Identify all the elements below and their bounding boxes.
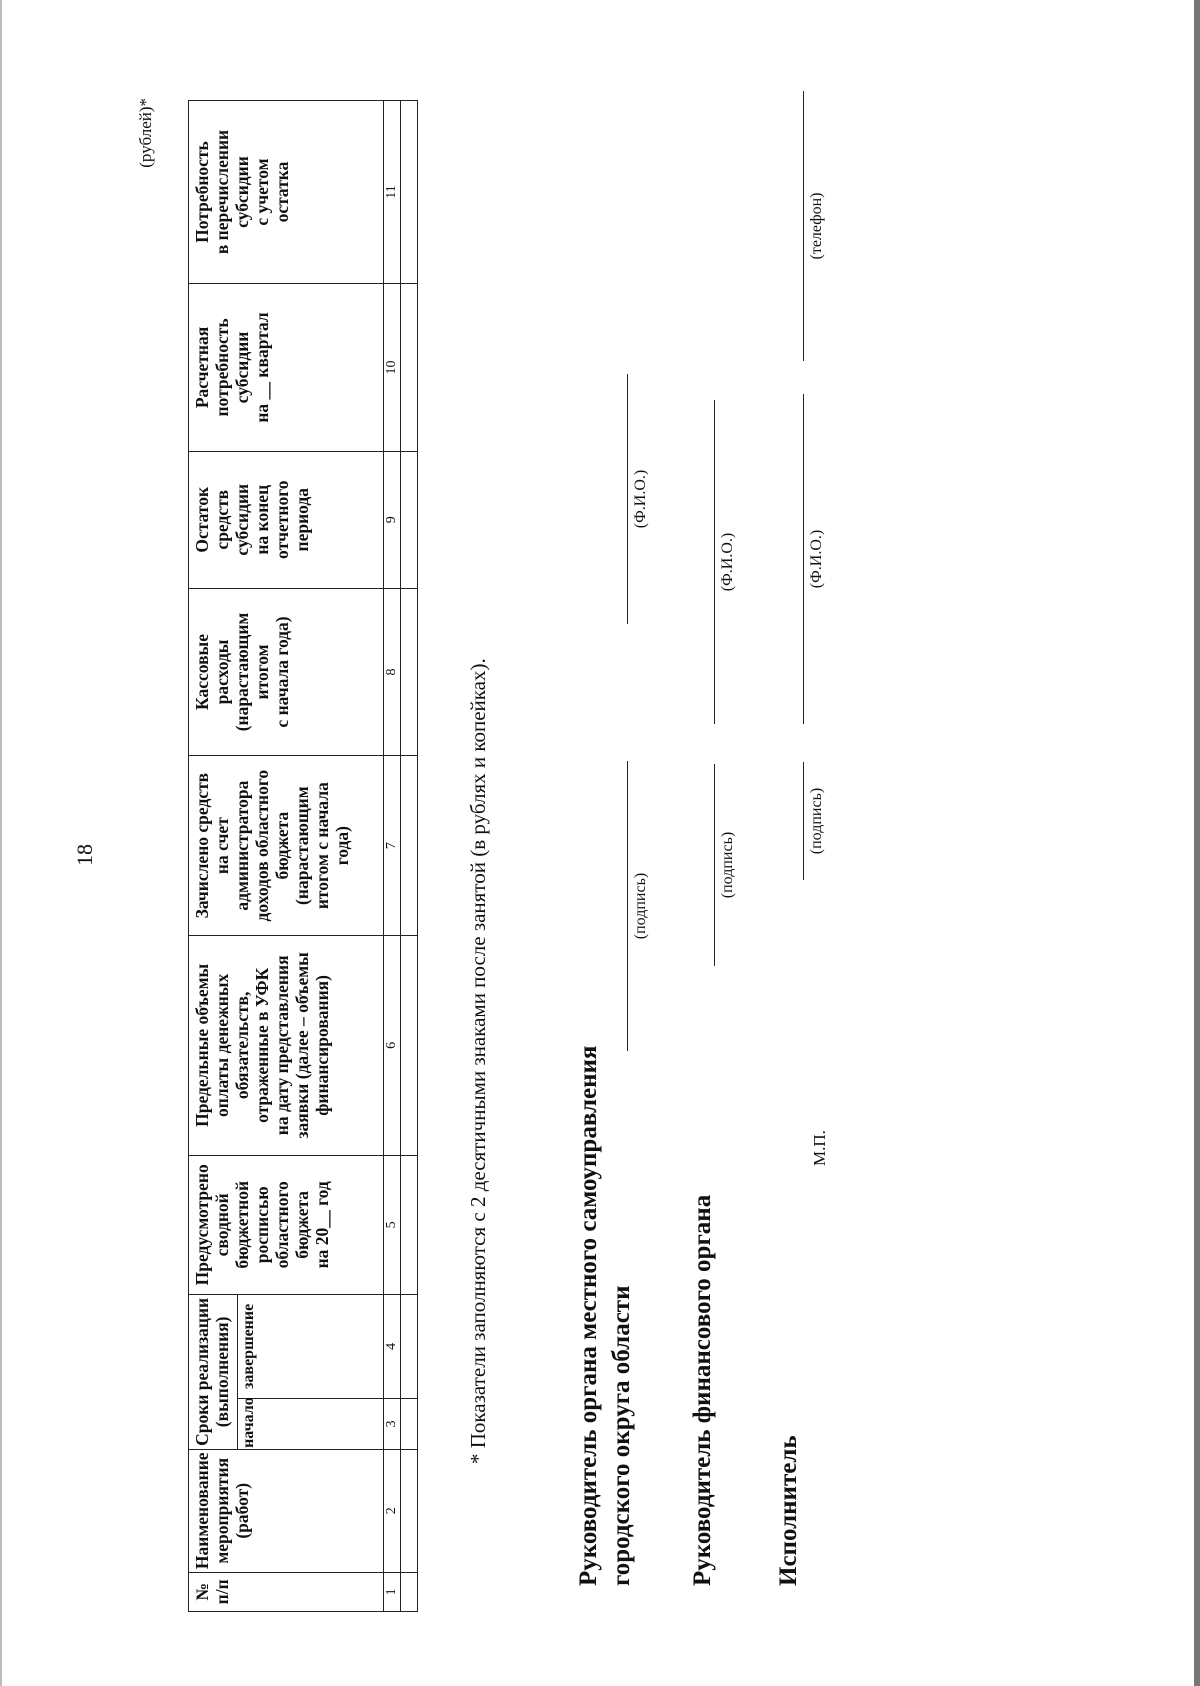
- header-need-calc: Расчетная потребность субсидии на __ квартал: [189, 284, 384, 452]
- name-caption-executor: (Ф.И.О.): [808, 529, 825, 589]
- column-number-row: [383, 101, 400, 1612]
- signature-caption-head: (подпись): [632, 872, 649, 940]
- stamp-label: М.П.: [810, 1130, 829, 1166]
- signature-line-executor: [803, 762, 804, 880]
- header-credited: Зачислено средств на счет администратора доходов областного бюджета (нарастающим итогом с начала года): [189, 756, 384, 935]
- name-caption-finance: (Ф.И.О.): [719, 532, 736, 592]
- column-number: 11: [383, 101, 400, 284]
- column-number: 1: [383, 1572, 400, 1611]
- header-row: [189, 101, 238, 1612]
- blank-cell: [400, 101, 417, 284]
- header-planned: Предусмотрено сводной бюджетной росписью областного бюджета на 20__ год: [189, 1155, 384, 1294]
- name-line-head: [627, 374, 628, 624]
- column-number: 6: [383, 935, 400, 1155]
- column-number: 10: [383, 284, 400, 452]
- subsidy-table: [188, 100, 418, 1612]
- header-balance: Остаток средств субсидии на конец отчетного периода: [189, 451, 384, 588]
- phone-caption-executor: (телефон): [808, 192, 825, 260]
- column-number: 2: [383, 1449, 400, 1572]
- header-need-transfer: Потребность в перечислении субсидии с учетом остатка: [189, 101, 384, 284]
- signature-title-executor: Исполнитель: [775, 1435, 802, 1586]
- signature-caption-finance: (подпись): [719, 831, 736, 899]
- header-cash: Кассовые расходы (нарастающим итогом с начала года): [189, 588, 384, 756]
- header-period: Сроки реализации (выполнения): [189, 1294, 238, 1449]
- blank-cell: [400, 588, 417, 756]
- signature-title-finance: Руководитель финансового органа: [689, 1194, 716, 1586]
- header-end: завершение: [237, 1294, 383, 1398]
- blank-data-row: [400, 101, 417, 1612]
- header-limits: Предельные объемы оплаты денежных обязательств, отраженные в УФК на дату представления заявки (далее – объемы финансирования): [189, 935, 384, 1155]
- blank-cell: [400, 1449, 417, 1572]
- signature-title-head: Руководитель органа местного самоуправления городского округа области: [575, 1045, 635, 1586]
- header-start: начало: [237, 1398, 383, 1449]
- footnote: * Показатели заполняются с 2 десятичными знаками после занятой (в рублях и копейках).: [466, 658, 490, 1464]
- blank-cell: [400, 935, 417, 1155]
- blank-cell: [400, 756, 417, 935]
- blank-cell: [400, 284, 417, 452]
- column-number: 5: [383, 1155, 400, 1294]
- blank-cell: [400, 1398, 417, 1449]
- column-number: 7: [383, 756, 400, 935]
- phone-line-executor: [803, 91, 804, 361]
- header-num: № п/п: [189, 1572, 384, 1611]
- blank-cell: [400, 1155, 417, 1294]
- header-name: Наименование мероприятия (работ): [189, 1449, 384, 1572]
- name-line-executor: [803, 394, 804, 724]
- blank-cell: [400, 1294, 417, 1398]
- column-number: 3: [383, 1398, 400, 1449]
- blank-cell: [400, 451, 417, 588]
- column-number: 8: [383, 588, 400, 756]
- signature-line-head: [627, 761, 628, 1051]
- signature-line-finance: [714, 764, 715, 966]
- name-line-finance: [714, 400, 715, 724]
- column-number: 9: [383, 451, 400, 588]
- signature-caption-executor: (подпись): [808, 787, 825, 855]
- units-label: (рублей)*: [136, 98, 155, 168]
- name-caption-head: (Ф.И.О.): [632, 469, 649, 529]
- page-number: 18: [72, 844, 97, 866]
- blank-cell: [400, 1572, 417, 1611]
- column-number: 4: [383, 1294, 400, 1398]
